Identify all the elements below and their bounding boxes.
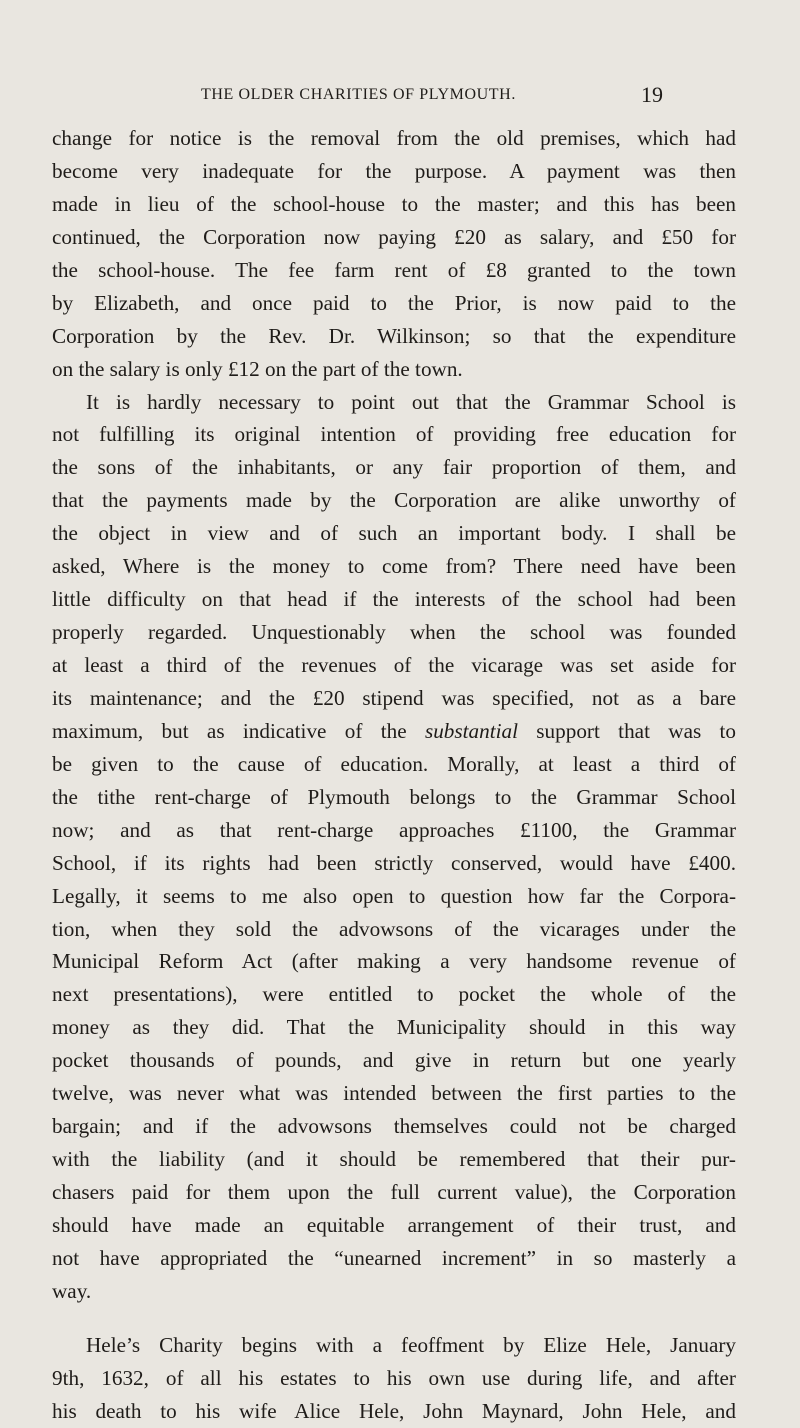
- text-line: Hele’s Charity begins with a feoffment by Elize Hele, January: [86, 1332, 736, 1357]
- italic-word: substantial: [424, 718, 518, 743]
- text-line: not have appropriated the “unearned increment” in so masterly a: [52, 1245, 736, 1270]
- text-line: by Elizabeth, and once paid to the Prior, is now paid to the: [52, 290, 736, 315]
- text-line: on the salary is only £12 on the part of the town.: [52, 356, 463, 381]
- text-line: pocket thousands of pounds, and give in return but one yearly: [52, 1048, 736, 1073]
- paragraph-2: [52, 386, 736, 1308]
- page-number: 19: [641, 82, 663, 107]
- text-line: It is hardly necessary to point out that the Grammar School is: [86, 389, 736, 414]
- text-line: School, if its rights had been strictly conserved, would have £400.: [52, 850, 736, 875]
- text-line: the object in view and of such an important body. I shall be: [52, 521, 736, 546]
- text-line: its maintenance; and the £20 stipend was specified, not as a bare: [52, 685, 736, 710]
- text-line: way.: [52, 1278, 92, 1303]
- text-line: the sons of the inhabitants, or any fair proportion of them, and: [52, 455, 736, 480]
- text-line: with the liability (and it should be remembered that their pur-: [52, 1147, 736, 1172]
- running-head: THE OLDER CHARITIES OF PLYMOUTH.: [201, 86, 516, 103]
- page-header: [0, 82, 800, 114]
- text-line: 9th, 1632, of all his estates to his own use during life, and after: [52, 1365, 736, 1390]
- text-line: that the payments made by the Corporation are alike unworthy of: [52, 488, 736, 513]
- text-line-with-italic: [52, 715, 736, 748]
- text-line: Legally, it seems to me also open to question how far the Corpora-: [52, 883, 736, 908]
- text-line: tion, when they sold the advowsons of the vicarages under the: [52, 916, 736, 941]
- text-line: at least a third of the revenues of the vicarage was set aside for: [52, 653, 736, 677]
- text-line: next presentations), were entitled to pocket the whole of the: [52, 982, 736, 1007]
- paragraph-spacer: [52, 1308, 736, 1329]
- text-line: not fulfilling its original intention of providing free education for: [52, 422, 736, 447]
- line-head: maximum, but as indicative of the: [52, 718, 407, 743]
- text-line: chasers paid for them upon the full current value), the Corporation: [52, 1180, 736, 1204]
- paragraph-3: [52, 1329, 736, 1428]
- text-line: continued, the Corporation now paying £20 as salary, and £50 for: [52, 224, 736, 249]
- text-line: bargain; and if the advowsons themselves could not be charged: [52, 1114, 736, 1139]
- body-text: [52, 122, 736, 1428]
- text-line: properly regarded. Unquestionably when the school was founded: [52, 620, 736, 645]
- text-line: be given to the cause of education. Morally, at least a third of: [52, 751, 736, 776]
- text-line: made in lieu of the school-house to the master; and this has been: [52, 191, 736, 216]
- text-line: become very inadequate for the purpose. A payment was then: [52, 158, 736, 183]
- text-line: little difficulty on that head if the interests of the school had been: [52, 587, 736, 612]
- text-line: now; and as that rent-charge approaches £1100, the Grammar: [52, 817, 736, 842]
- text-line: change for notice is the removal from the old premises, which had: [52, 126, 736, 150]
- paragraph-1: [52, 122, 736, 386]
- text-line: asked, Where is the money to come from? There need have been: [52, 554, 736, 579]
- text-line: should have made an equitable arrangement of their trust, and: [52, 1212, 736, 1237]
- text-line: money as they did. That the Municipality should in this way: [52, 1015, 736, 1040]
- text-line: his death to his wife Alice Hele, John Maynard, John Hele, and: [52, 1398, 736, 1423]
- text-line: the tithe rent-charge of Plymouth belongs to the Grammar School: [52, 784, 736, 809]
- text-line: Municipal Reform Act (after making a very handsome revenue of: [52, 949, 736, 974]
- text-line: the school-house. The fee farm rent of £8 granted to the town: [52, 257, 736, 282]
- line-tail: support that was to: [536, 718, 737, 743]
- text-line: twelve, was never what was intended between the first parties to the: [52, 1081, 736, 1106]
- text-line: Corporation by the Rev. Dr. Wilkinson; so that the expenditure: [52, 323, 736, 348]
